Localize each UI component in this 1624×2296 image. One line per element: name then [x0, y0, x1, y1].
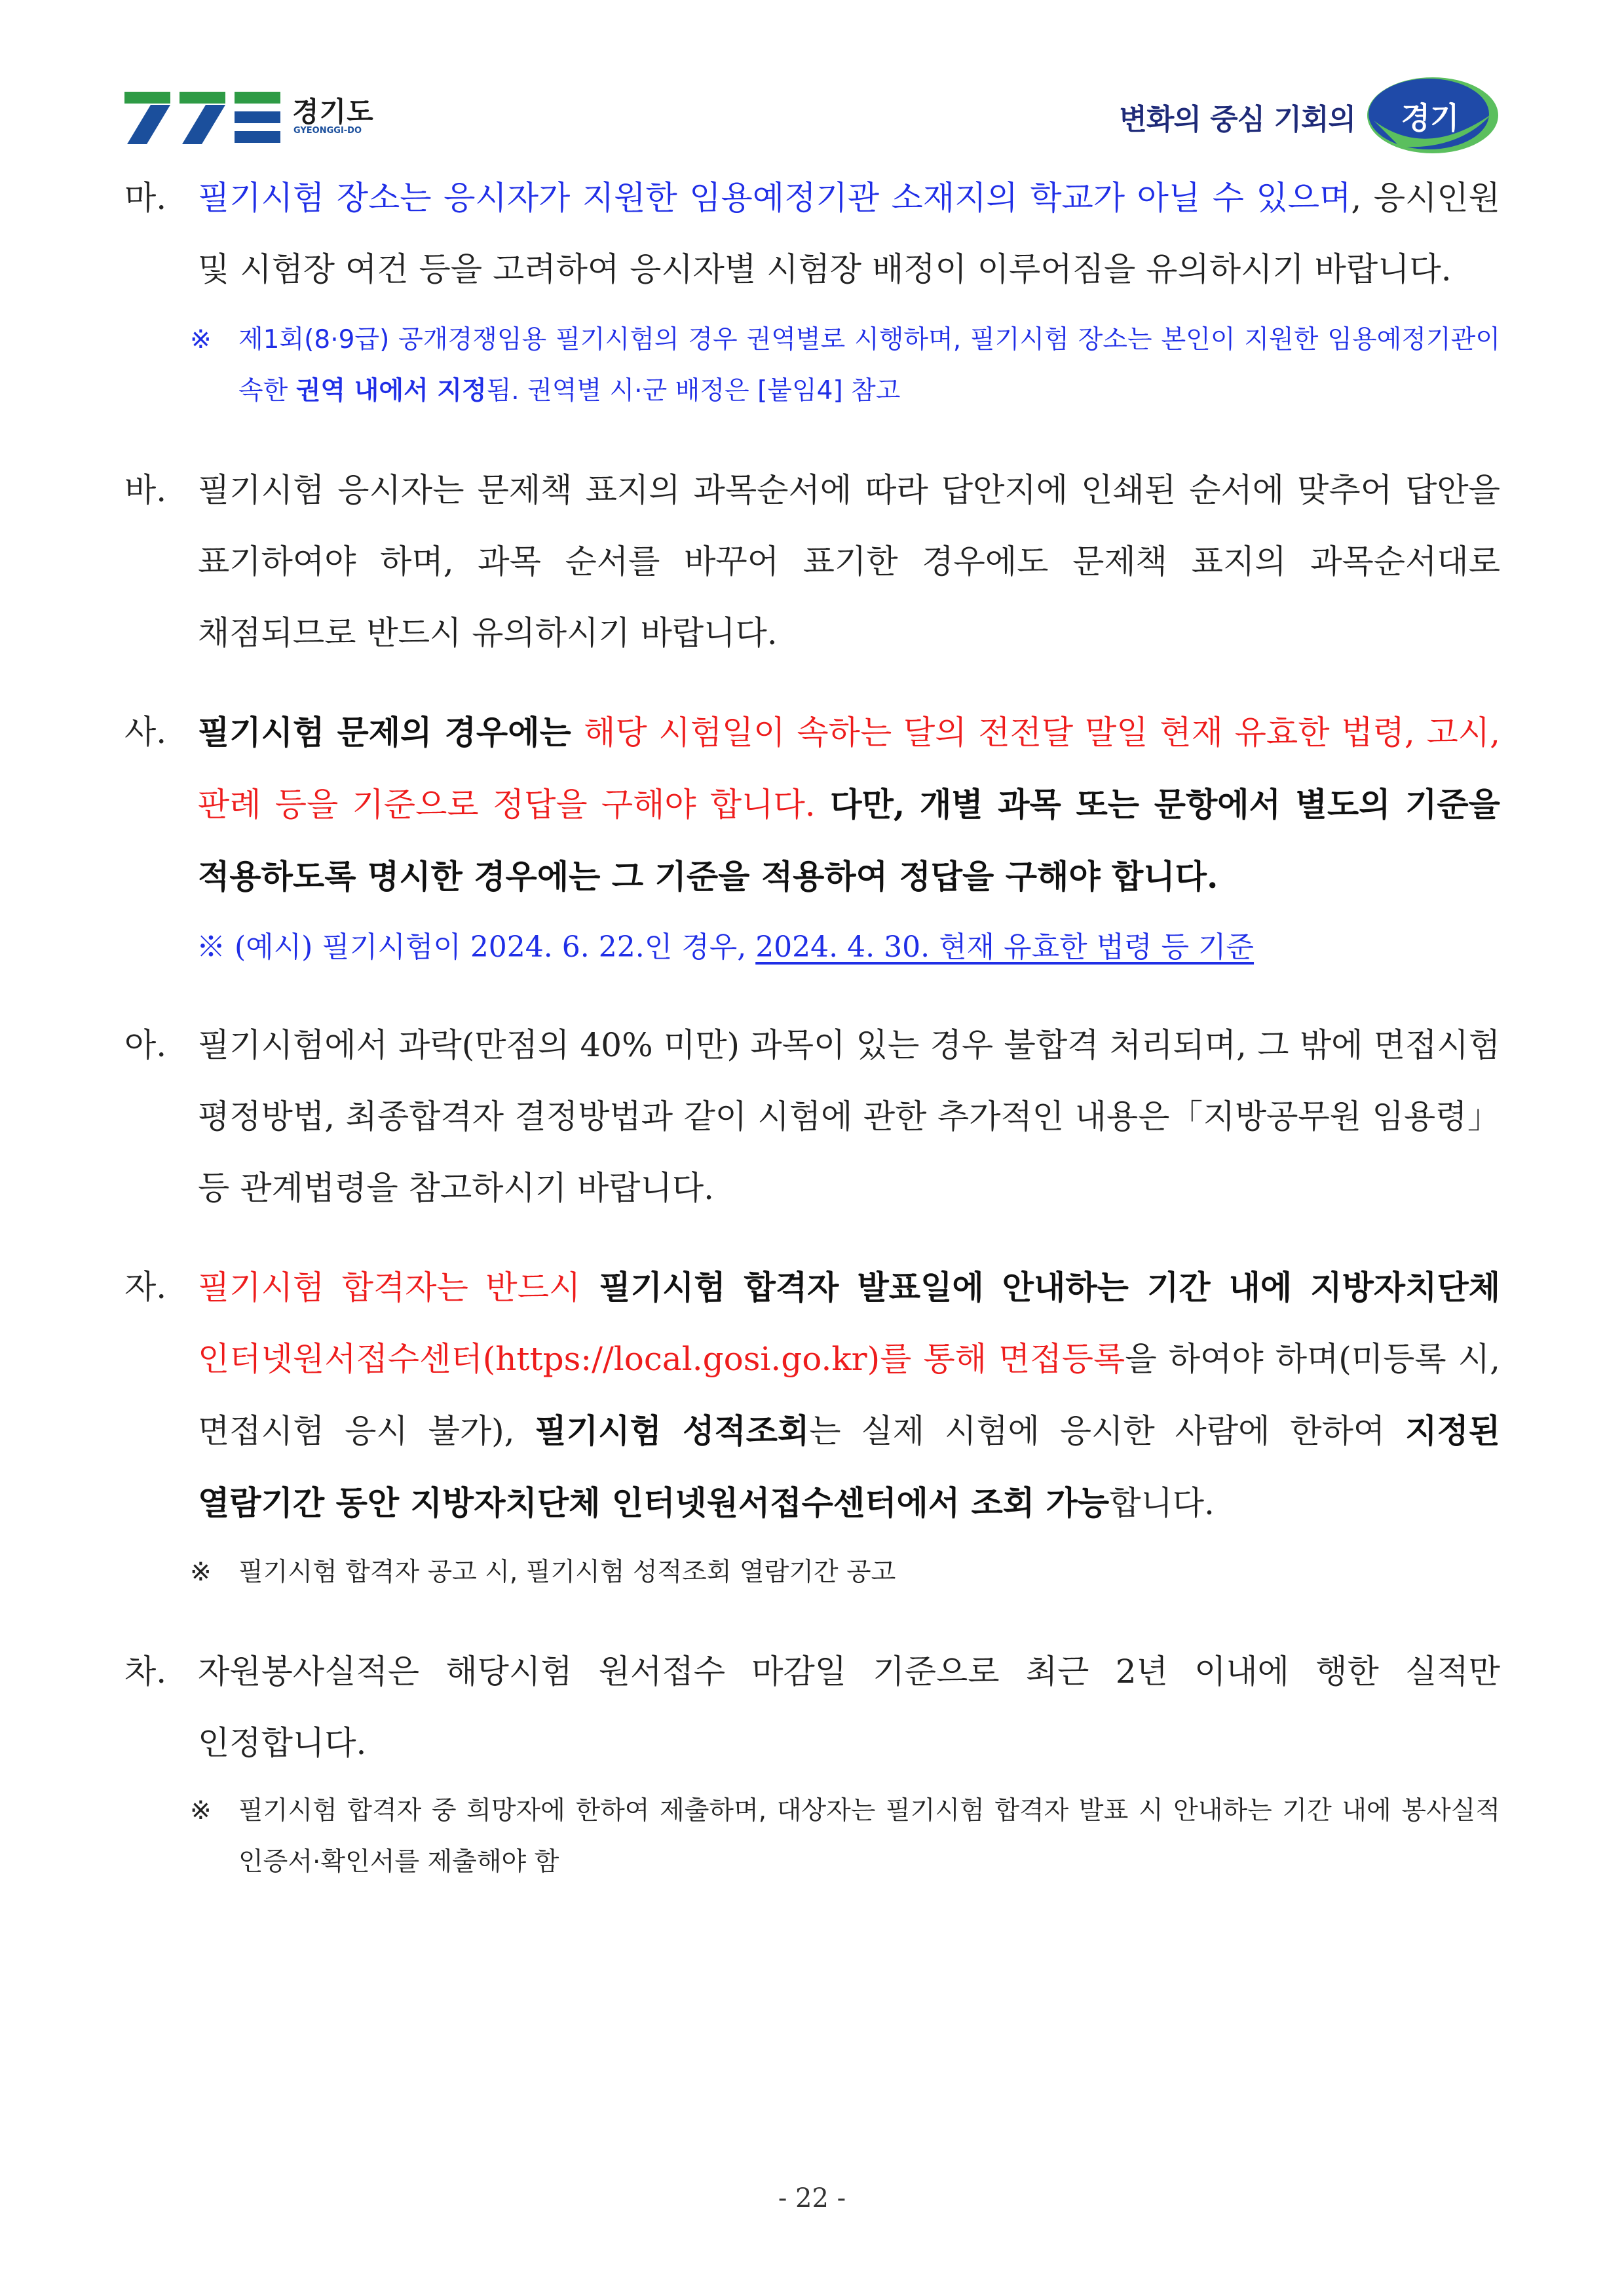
item-marker: 자.: [124, 1268, 167, 1306]
note-text: 필기시험 합격자 공고 시, 필기시험 성적조회 열람기간 공고: [238, 1558, 896, 1587]
note-cha: [190, 1786, 1500, 1888]
item-marker: 마.: [124, 179, 167, 217]
note-ma: [190, 315, 1500, 417]
page-content: [124, 163, 1500, 1914]
score-inquiry-text: 필기시험 성적조회: [535, 1411, 810, 1450]
gyeonggi-badge: [1361, 75, 1500, 156]
item-text: , 응시인원 및 시험장 여건 등을 고려하여 응시자별 시험장 배정이 이루어짐을 유의하시기 바랍니다.: [198, 179, 1500, 288]
note-text: 제1회(8·9급) 공개경쟁임용 필기시험의 경우 권역별로 시행하며, 필기시험 장소는 본인이 지원한 임용예정기관이 속한: [238, 325, 1500, 406]
gyeonggi-symbol-icon: [124, 92, 282, 144]
note-mark: ※: [190, 1558, 212, 1587]
item-ma: [124, 163, 1500, 305]
inquiry-period-text: 지정된 열람기간 동안 지방자치단체 인터넷원서접수센터에서 조회 가능: [198, 1411, 1501, 1522]
item-text: 필기시험에서 과락(만점의 40% 미만) 과목이 있는 경우 불합격 처리되며, 그 밖에 면접시험 평정방법, 최종합격자 결정방법과 같이 시험에 관한 추가적인 내용은「지방공무원 임용령」등 관계법령을 참고하시기 바랍니다.: [198, 1026, 1500, 1207]
note-ja: [190, 1547, 1500, 1598]
item-sa: [124, 697, 1500, 913]
item-ja: [124, 1252, 1500, 1539]
item-text-b: 는 실제 시험에 응시한 사람에 한하여: [809, 1412, 1406, 1450]
note-mark: ※: [190, 1796, 212, 1826]
item-text: 필기시험 응시자는 문제책 표지의 과목순서에 따라 답안지에 인쇄된 순서에 맞추어 답안을 표기하여야 하며, 과목 순서를 바꾸어 표기한 경우에도 문제책 표지의 과목순서대로 채점되므로 반드시 유의하시기 바랍니다.: [198, 471, 1500, 652]
item-marker: 차.: [124, 1653, 167, 1691]
item-text-c: 합니다.: [1109, 1484, 1215, 1522]
item-marker: 사.: [124, 713, 167, 751]
note-bold-text: 권역 내에서 지정: [295, 376, 487, 406]
item-marker: 바.: [124, 471, 167, 509]
example-underlined: 2024. 4. 30. 현재 유효한 법령 등 기준: [755, 930, 1255, 964]
item-text: 을 하여야 하며(미등록 시, 면접시험 응시 불가),: [198, 1340, 1500, 1450]
gyeonggi-logo: [124, 92, 373, 145]
registration-link-text: 인터넷원서접수센터(https://local.gosi.go.kr)를 통해 면접등록: [198, 1340, 1125, 1378]
logo-name: 경기도: [292, 96, 374, 128]
page-number: - 22 -: [778, 2183, 846, 2213]
logo-subtitle: GYEONGGI-DO: [293, 126, 362, 136]
slogan-text: 변화의 중심 기회의: [1119, 103, 1355, 136]
legal-basis-notice: 해당 시험일이 속하는 달의 전전달 말일 현재 유효한 법령, 고시, 판례 등을 기준으로 정답을 구해야 합니다.: [198, 714, 1500, 824]
note-text: 필기시험 합격자 중 희망자에 한하여 제출하며, 대상자는 필기시험 합격자 발표 시 안내하는 기간 내에 봉사실적 인증서·확인서를 제출해야 함: [238, 1796, 1500, 1877]
note-mark: ※: [190, 325, 212, 354]
slogan-logo: [910, 75, 1500, 156]
item-text: 자원봉사실적은 해당시험 원서접수 마감일 기준으로 최근 2년 이내에 행한 실적만 인정합니다.: [198, 1653, 1500, 1762]
example-text: ※ (예시) 필기시험이 2024. 6. 22.인 경우,: [197, 930, 756, 964]
item-bold-text: 필기시험 합격자 발표일에 안내하는 기간 내에 지방자치단체: [580, 1268, 1500, 1307]
item-marker: 아.: [124, 1026, 167, 1064]
item-bold-text-end: 다만, 개별 과목 또는 문항에서 별도의 기준을 적용하도록 명시한 경우에는 그 기준을 적용하여 정답을 구해야 합니다.: [198, 785, 1500, 896]
item-a: [124, 1010, 1500, 1224]
exam-location-notice: 필기시험 장소는 응시자가 지원한 임용예정기관 소재지의 학교가 아닐 수 있으며: [198, 179, 1351, 217]
example-note: [197, 918, 1500, 977]
item-cha: [124, 1636, 1500, 1779]
note-text-end: 됨. 권역별 시·군 배정은 [붙임4] 참고: [486, 376, 901, 406]
pass-required-notice: 필기시험 합격자는 반드시: [198, 1269, 581, 1307]
item-ba: [124, 455, 1500, 669]
item-bold-text: 필기시험 문제의 경우에는: [198, 713, 584, 752]
badge-text: 경기: [1401, 100, 1460, 136]
